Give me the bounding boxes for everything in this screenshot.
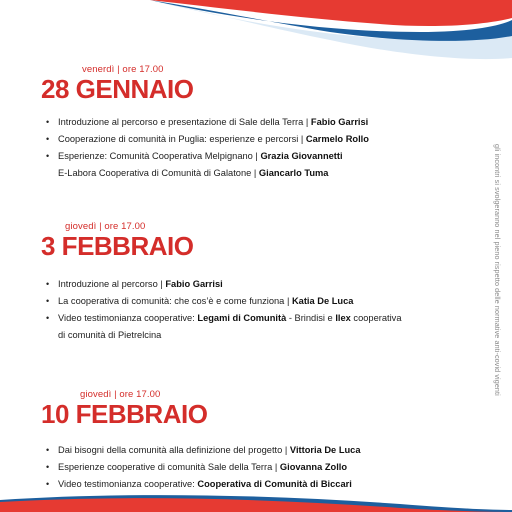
speaker-name: Giancarlo Tuma bbox=[258, 168, 329, 178]
list-item: • Esperienze: Comunità Cooperativa Melpignano | Grazia Giovannetti E-Labora Cooperativa di Comunità di Galatone | Giancarlo Tuma bbox=[46, 148, 466, 182]
speaker-name: Giovanna Zollo bbox=[279, 462, 348, 472]
event-date: 10 FEBBRAIO bbox=[41, 399, 208, 429]
cooperative-name: Legami di Comunità bbox=[197, 313, 287, 323]
event-date: 3 FEBBRAIO bbox=[41, 231, 194, 261]
event-program-list bbox=[46, 276, 466, 344]
event-time: venerdì | ore 17.00 bbox=[82, 64, 164, 75]
cooperative-name: Cooperativa di Comunità di Biccari bbox=[197, 479, 352, 489]
bullet-icon: • bbox=[46, 296, 50, 306]
bullet-icon: • bbox=[46, 117, 50, 127]
bullet-icon: • bbox=[46, 479, 50, 489]
bottom-wave-decoration bbox=[0, 490, 512, 512]
speaker-name: Fabio Garrisi bbox=[310, 117, 369, 127]
cooperative-name: Ilex bbox=[335, 313, 351, 323]
speaker-name: Grazia Giovannetti bbox=[260, 151, 343, 161]
event-program-list bbox=[46, 442, 466, 493]
list-item: • Introduzione al percorso e presentazione di Sale della Terra | Fabio Garrisi bbox=[46, 114, 466, 131]
bullet-icon: • bbox=[46, 313, 50, 323]
event-time: giovedì | ore 17.00 bbox=[80, 389, 161, 400]
covid-notice: gli incontri si svolgeranno nel pieno rispetto delle normative anti-covid vigenti bbox=[493, 144, 502, 396]
bullet-icon: • bbox=[46, 134, 50, 144]
list-item: • Esperienze cooperative di comunità Sale della Terra | Giovanna Zollo bbox=[46, 459, 466, 476]
event-time: giovedì | ore 17.00 bbox=[65, 221, 146, 232]
bullet-icon: • bbox=[46, 151, 50, 161]
speaker-name: Carmelo Rollo bbox=[305, 134, 369, 144]
list-item: • Video testimonianza cooperative: Legami di Comunità - Brindisi e Ilex cooperativa di comunità di Pietrelcina bbox=[46, 310, 466, 344]
speaker-name: Vittoria De Luca bbox=[289, 445, 361, 455]
list-item: • Dai bisogni della comunità alla definizione del progetto | Vittoria De Luca bbox=[46, 442, 466, 459]
speaker-name: Fabio Garrisi bbox=[165, 279, 223, 289]
speaker-name: Katia De Luca bbox=[291, 296, 354, 306]
bullet-icon: • bbox=[46, 279, 50, 289]
list-item: • Video testimonianza cooperative: Cooperativa di Comunità di Biccari bbox=[46, 476, 466, 493]
list-item-continuation: di comunità di Pietrelcina bbox=[58, 330, 162, 340]
event-program-list bbox=[46, 114, 466, 182]
list-item: • La cooperativa di comunità: che cos’è e come funziona | Katia De Luca bbox=[46, 293, 466, 310]
list-item: • Cooperazione di comunità in Puglia: esperienze e percorsi | Carmelo Rollo bbox=[46, 131, 466, 148]
bullet-icon: • bbox=[46, 445, 50, 455]
list-item-continuation: E-Labora Cooperativa di Comunità di Galatone | Giancarlo Tuma bbox=[58, 168, 329, 178]
top-wave-decoration bbox=[0, 0, 512, 60]
bullet-icon: • bbox=[46, 462, 50, 472]
list-item: • Introduzione al percorso | Fabio Garrisi bbox=[46, 276, 466, 293]
event-date: 28 GENNAIO bbox=[41, 74, 194, 104]
